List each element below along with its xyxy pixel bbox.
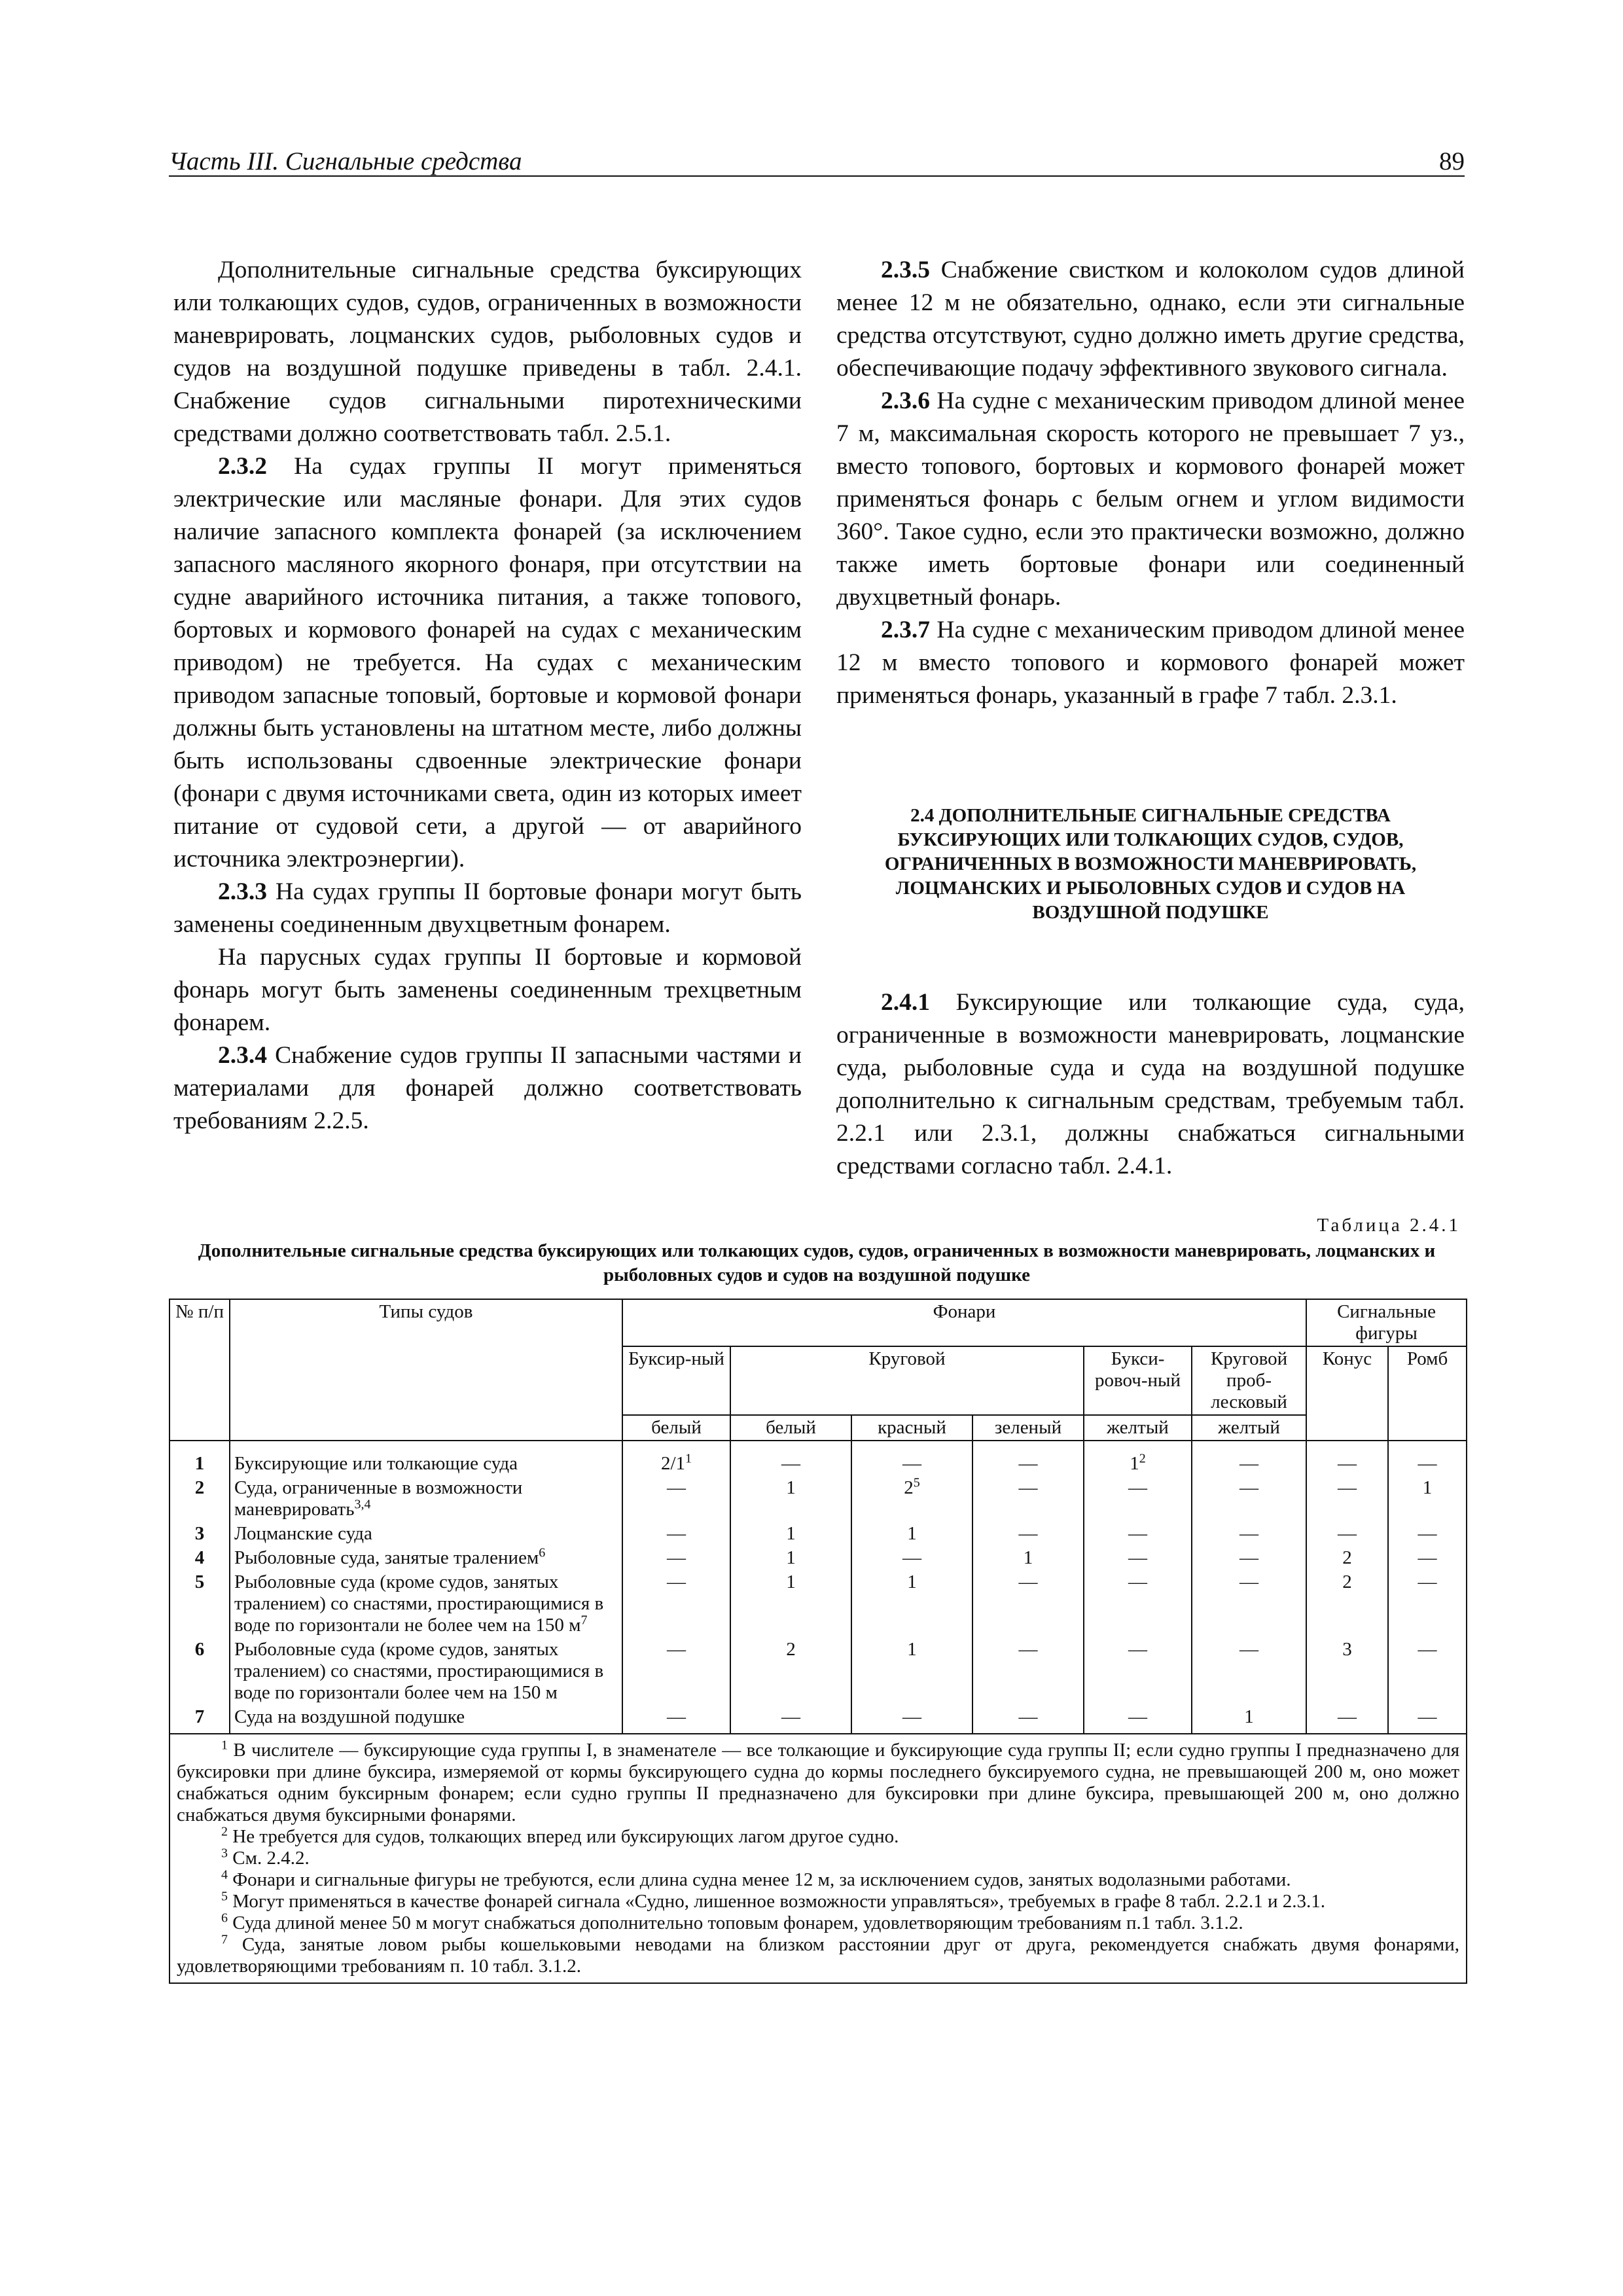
row-cell: 1 — [972, 1546, 1084, 1570]
clause-number: 2.3.3 — [218, 878, 267, 905]
header-towing: Букси-ровоч-ный — [1084, 1346, 1192, 1415]
row-cell: — — [1192, 1441, 1306, 1476]
row-cell: — — [851, 1546, 972, 1570]
row-type: Рыболовные суда (кроме судов, занятых тралением) со снастями, простирающимися в воде по горизонтали более чем на 150 м — [230, 1638, 622, 1705]
header-lights: Фонари — [622, 1299, 1306, 1346]
row-cell: — — [972, 1638, 1084, 1705]
table-row — [169, 1522, 1467, 1546]
footnote: $^2$ Не требуется для судов, толкающих вперед или буксирующих лагом другое судно. — [221, 1824, 899, 1847]
clause-number: 2.3.7 — [881, 617, 930, 643]
clause-text: Буксирующие или толкающие суда, суда, ограниченные в возможности маневрировать, лоцманские суда, рыболовные суда и суда на воздушной подушке дополнительно к сигнальным средствам, требуемым табл. 2.2.1 или 2.3.1, должны снабжаться сигнальными средствами согласно табл. 2.4.1. — [836, 989, 1465, 1179]
row-cell: 1 — [730, 1570, 851, 1638]
row-type: Суда на воздушной подушке — [230, 1705, 622, 1734]
row-cell: — — [1192, 1546, 1306, 1570]
paragraph — [173, 876, 802, 941]
clause-number: 2.3.6 — [881, 387, 930, 414]
row-type: Буксирующие или толкающие суда — [230, 1441, 622, 1476]
clause-number: 2.3.4 — [218, 1042, 267, 1069]
footnote: $^7$ Суда, занятые ловом рыбы кошельковыми неводами на близком расстоянии друг от друга, рекомендуется снабжать двумя фонарями, удовлетворяющими требованиям п. 10 табл. 3.1.2. — [177, 1932, 1460, 1977]
paragraph: На парусных судах группы II бортовые и кормовой фонарь могут быть заменены соединенным трехцветным фонарем. — [173, 944, 802, 1036]
row-number: 4 — [169, 1546, 230, 1570]
paragraph — [173, 450, 802, 876]
row-type: Суда, ограниченные в возможности маневрировать$^{3,4}$ — [230, 1476, 622, 1522]
running-title: Часть III. Сигнальные средства — [169, 147, 522, 175]
section-title: 2.4 ДОПОЛНИТЕЛЬНЫЕ СИГНАЛЬНЫЕ СРЕДСТВА БУКСИРУЮЩИХ ИЛИ ТОЛКАЮЩИХ СУДОВ, СУДОВ, ОГРАНИЧЕННЫХ В ВОЗМОЖНОСТИ МАНЕВРИРОВАТЬ, ЛОЦМАНСКИХ И РЫБОЛОВНЫХ СУДОВ И СУДОВ НА ВОЗДУШНОЙ ПОДУШКЕ — [884, 805, 1417, 923]
clause-text: Снабжение свистком и колоколом судов длиной менее 12 м не обязательно, однако, если эти сигнальные средства отсутствуют, судно должно иметь другие средства, обеспечивающие подачу эффективного звукового сигнала. — [836, 257, 1465, 382]
clause-text: На судах группы II могут применяться электрические или масляные фонари. Для этих судов наличие запасного комплекта фонарей (за исключением запасного масляного якорного фонаря, при отсутствии на судне аварийного источника питания, а также топового, бортовых и кормового фонарей на судах с механическим приводом) не требуется. На судах с механическим приводом запасные топовый, бортовые и кормовой фонари должны быть установлены на штатном месте, либо должны быть использованы сдвоенные электрические фонари (фонари с двумя источниками света, один из которых имеет питание от судовой сети, а другой — от аварийного источника электроэнергии). — [173, 453, 802, 872]
table-row — [169, 1441, 1467, 1476]
row-number: 6 — [169, 1638, 230, 1705]
row-cell: — — [972, 1570, 1084, 1638]
row-cell: — — [972, 1522, 1084, 1546]
row-cell: — — [1084, 1570, 1192, 1638]
row-cell: — — [622, 1546, 730, 1570]
row-cell: 2 — [730, 1638, 851, 1705]
clause-number: 2.3.2 — [218, 453, 267, 480]
table-row — [169, 1705, 1467, 1734]
row-cell: 2 — [1306, 1570, 1388, 1638]
row-cell: — — [1388, 1570, 1467, 1638]
header-tow: Буксир-ный — [622, 1346, 730, 1415]
paragraph: Дополнительные сигнальные средства буксирующих или толкающих судов, судов, ограниченных в возможности маневрировать, лоцманских судов, рыболовных судов и судов на воздушной подушке приведены в табл. 2.4.1. Снабжение судов сигнальными пиротехническими средствами должно соответствовать табл. 2.5.1. — [173, 257, 802, 447]
row-cell: — — [622, 1522, 730, 1546]
table-footnotes — [169, 1734, 1467, 1983]
header-round: Круговой — [730, 1346, 1084, 1415]
row-cell: — — [1306, 1705, 1388, 1734]
paragraph — [836, 614, 1465, 712]
row-cell: 1 — [851, 1570, 972, 1638]
page-number: 89 — [1439, 147, 1465, 175]
row-cell: — — [1388, 1441, 1467, 1476]
row-number: 7 — [169, 1705, 230, 1734]
row-cell: — — [972, 1705, 1084, 1734]
row-number: 1 — [169, 1441, 230, 1476]
row-cell: — — [972, 1476, 1084, 1522]
footnote: $^6$ Суда длиной менее 50 м могут снабжаться дополнительно топовым фонарем, удовлетворяющим требованиям п.1 табл. 3.1.2. — [221, 1910, 1243, 1933]
row-cell: — — [1306, 1476, 1388, 1522]
row-cell: — — [622, 1638, 730, 1705]
row-cell: — — [851, 1705, 972, 1734]
row-cell: — — [1192, 1522, 1306, 1546]
row-cell: 3 — [1306, 1638, 1388, 1705]
row-cell: — — [1084, 1705, 1192, 1734]
header-flash: Круговой проб-лесковый — [1192, 1346, 1306, 1415]
row-cell: 1 — [1388, 1476, 1467, 1522]
header-color: белый — [622, 1415, 730, 1441]
table-row — [169, 1546, 1467, 1570]
clause-text: На судне с механическим приводом длиной менее 12 м вместо топового и кормового фонарей может применяться фонарь, указанный в графе 7 табл. 2.3.1. — [836, 617, 1465, 709]
row-cell: — — [1084, 1476, 1192, 1522]
header-type: Типы судов — [230, 1299, 622, 1441]
page-header — [169, 145, 1465, 177]
table-row — [169, 1638, 1467, 1705]
row-cell: 2 — [1306, 1546, 1388, 1570]
row-cell: $2^5$ — [851, 1476, 972, 1522]
row-number: 5 — [169, 1570, 230, 1638]
row-type: Лоцманские суда — [230, 1522, 622, 1546]
row-cell: 1 — [851, 1522, 972, 1546]
clause-text: На судах группы II бортовые фонари могут быть заменены соединенным двухцветным фонарем. — [173, 878, 802, 938]
header-num: № п/п — [169, 1299, 230, 1441]
clause-text: На судне с механическим приводом длиной менее 7 м, максимальная скорость которого не превышает 7 уз., вместо топового, бортовых и кормового фонарей может применяться фонарь с белым огнем и углом видимости 360°. Такое судно, если это практически возможно, должно также иметь бортовые фонари или соединенный двухцветный фонарь. — [836, 387, 1465, 611]
paragraph — [836, 254, 1465, 385]
row-cell: — — [622, 1570, 730, 1638]
row-cell: — — [1192, 1476, 1306, 1522]
signal-table — [169, 1299, 1467, 1984]
right-column — [836, 254, 1465, 1183]
row-cell: — — [1388, 1705, 1467, 1734]
row-cell: — — [622, 1476, 730, 1522]
row-cell: — — [1306, 1522, 1388, 1546]
footnote: $^5$ Могут применяться в качестве фонарей сигнала «Судно, лишенное возможности управляться», требуемых в графе 8 табл. 2.2.1 и 2.3.1. — [221, 1889, 1325, 1912]
row-type: Рыболовные суда (кроме судов, занятых тралением) со снастями, простирающимися в воде по горизонтали не более чем на 150 $м^7$ — [230, 1570, 622, 1638]
row-cell: $1^2$ — [1084, 1441, 1192, 1476]
row-cell: — — [730, 1441, 851, 1476]
row-cell: — — [622, 1705, 730, 1734]
row-cell: — — [972, 1441, 1084, 1476]
clause-text: Снабжение судов группы II запасными частями и материалами для фонарей должно соответствовать требованиям 2.2.5. — [173, 1042, 802, 1134]
row-cell: 1 — [730, 1476, 851, 1522]
row-cell: 1 — [851, 1638, 972, 1705]
clause-number: 2.3.5 — [881, 257, 930, 283]
footnote: $^3$ См. 2.4.2. — [221, 1846, 310, 1869]
header-color: желтый — [1192, 1415, 1306, 1441]
paragraph — [836, 986, 1465, 1183]
row-cell: 1 — [1192, 1705, 1306, 1734]
row-cell: — — [1306, 1441, 1388, 1476]
table-row — [169, 1570, 1467, 1638]
header-rhomb: Ромб — [1388, 1346, 1467, 1441]
row-cell: — — [1084, 1522, 1192, 1546]
row-cell: — — [1192, 1638, 1306, 1705]
row-cell: — — [730, 1705, 851, 1734]
row-cell: — — [1388, 1522, 1467, 1546]
row-cell: — — [1388, 1546, 1467, 1570]
row-cell: — — [851, 1441, 972, 1476]
header-cone: Конус — [1306, 1346, 1388, 1441]
row-cell: — — [1192, 1570, 1306, 1638]
row-type: Рыболовные суда, занятые тралением$^6$ — [230, 1546, 622, 1570]
header-color: зеленый — [972, 1415, 1084, 1441]
left-column — [173, 254, 802, 1138]
row-cell: 1 — [730, 1546, 851, 1570]
table-caption: Дополнительные сигнальные средства буксирующих или толкающих судов, судов, ограниченных в возможности маневрировать, лоцманских и рыболовных судов и судов на воздушной подушке — [198, 1240, 1436, 1285]
row-number: 3 — [169, 1522, 230, 1546]
header-color: красный — [851, 1415, 972, 1441]
paragraph — [836, 385, 1465, 614]
header-color: белый — [730, 1415, 851, 1441]
paragraph — [173, 1039, 802, 1138]
header-signals: Сигнальные фигуры — [1306, 1299, 1467, 1346]
row-cell: 1 — [730, 1522, 851, 1546]
row-cell: $2/1^1$ — [622, 1441, 730, 1476]
row-cell: — — [1084, 1638, 1192, 1705]
clause-number: 2.4.1 — [881, 989, 930, 1016]
footnote: $^4$ Фонари и сигнальные фигуры не требуются, если длина судна менее 12 м, за исключением судов, занятых водолазными работами. — [221, 1867, 1291, 1890]
table-row — [169, 1476, 1467, 1522]
row-cell: — — [1388, 1638, 1467, 1705]
row-number: 2 — [169, 1476, 230, 1522]
row-cell: — — [1084, 1546, 1192, 1570]
footnote: $^1$ В числителе — буксирующие суда группы I, в знаменателе — все толкающие и буксирующие суда группы II; если судно группы I предназначено для буксировки при длине буксира, измеряемой от кормы буксирующего судна до кормы последнего буксируемого судна, не превышающей 200 м, оно может снабжаться одним буксирным фонарем; если судно группы II предназначено для буксировки при длине буксира, превышающей 200 м, оно должно снабжаться двумя буксирными фонарями. — [177, 1738, 1460, 1825]
header-color: желтый — [1084, 1415, 1192, 1441]
table-number: Таблица 2.4.1 — [1317, 1215, 1461, 1236]
